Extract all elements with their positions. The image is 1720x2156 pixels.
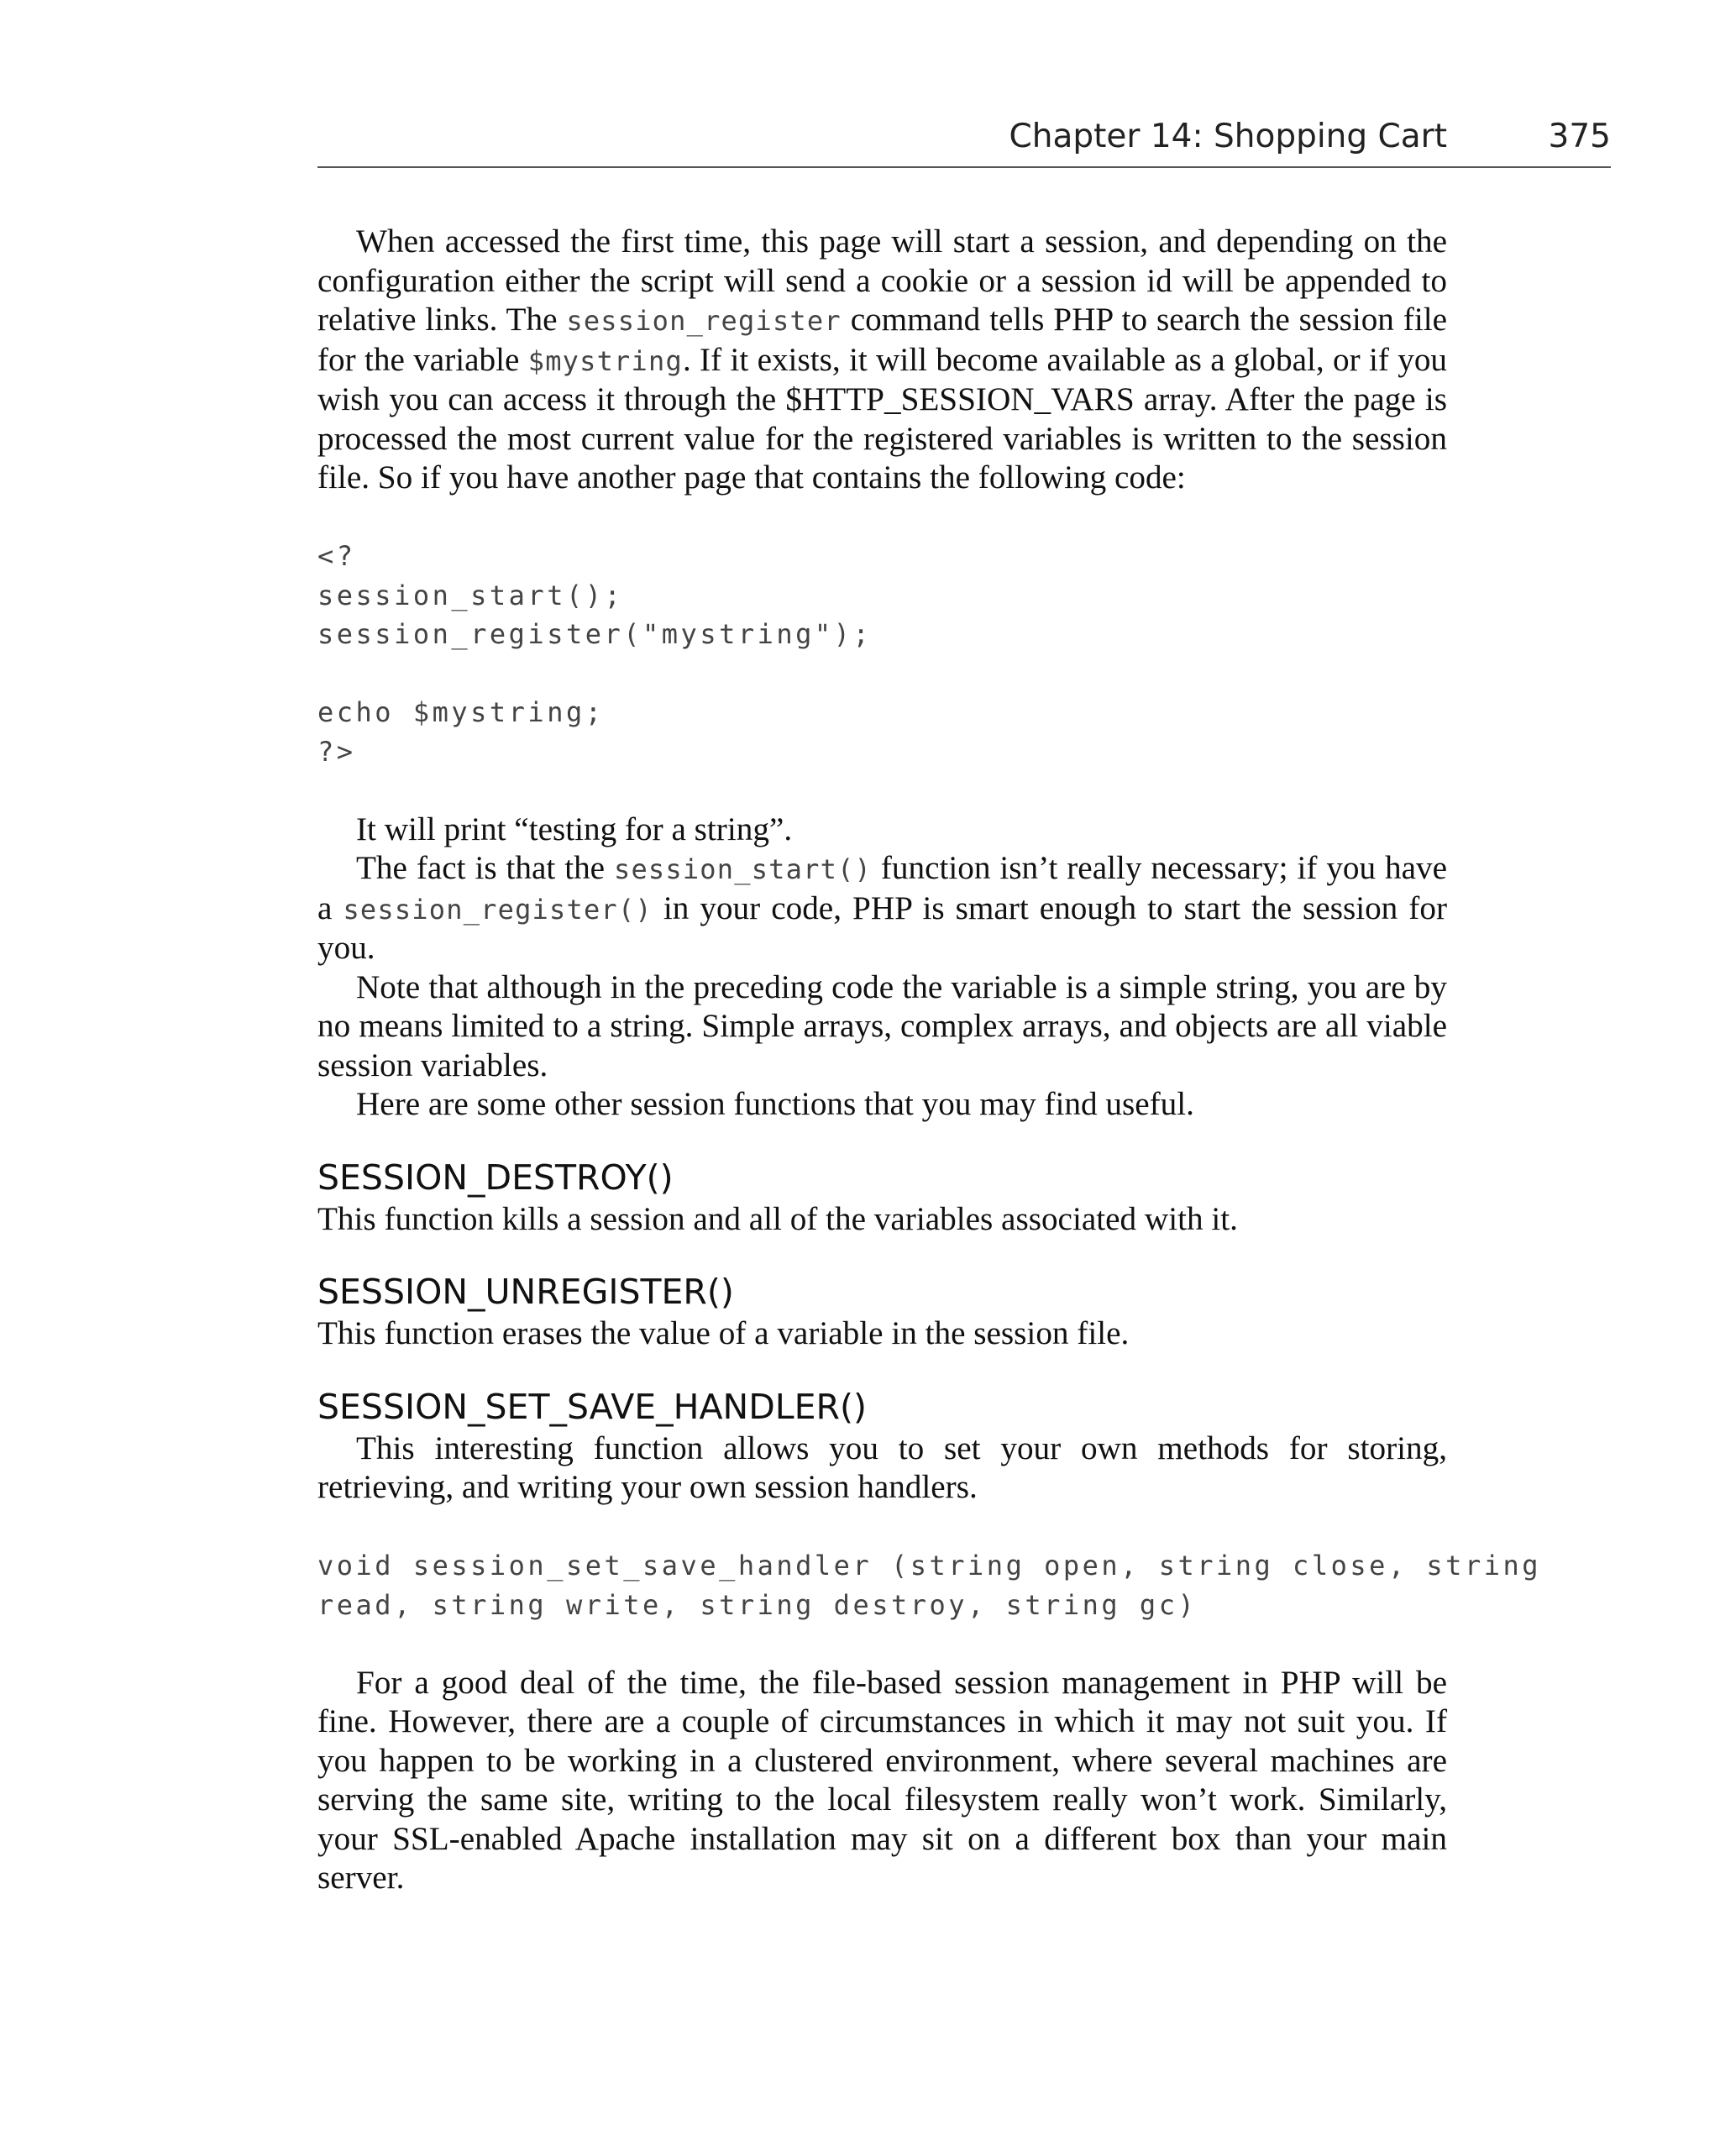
text-run: command tells PHP to search the session file for the variable	[317, 302, 1447, 378]
text-run: When accessed the first time, this page will start a session, and depending on the configuration either the script will send a cookie or a session id will be appended to relative links. The	[317, 223, 1447, 338]
paragraph-intro	[317, 223, 1447, 498]
heading-session-set-save-handler: SESSION_SET_SAVE_HANDLER()	[317, 1386, 867, 1427]
paragraph-session-destroy: This function kills a session and all of the variables associated with it.	[317, 1200, 1238, 1237]
paragraph-other-functions: Here are some other session functions that you may find useful.	[356, 1086, 1194, 1122]
paragraph-file-based-sessions: For a good deal of the time, the file-based session management in PHP will be fine. However, there are a couple of circumstances in which it may not suit you. If you happen to be working in a clustered environment, where several machines are serving the same site, writing to the local filesystem really won’t work. Similarly, your SSL-enabled Apache installation may sit on a different box than your main server.	[317, 1664, 1447, 1896]
page-body	[317, 223, 1541, 1898]
chapter-title: Chapter 14: Shopping Cart	[1009, 118, 1447, 155]
paragraph-output: It will print “testing for a string”.	[356, 810, 793, 847]
inline-code: $mystring	[527, 344, 683, 377]
running-header	[317, 118, 1611, 168]
paragraph-session-unregister: This function erases the value of a variable in the session file.	[317, 1315, 1130, 1351]
paragraph-session-set-save-handler: This interesting function allows you to set your own methods for storing, retrieving, and writing your own session handlers.	[317, 1429, 1447, 1505]
text-run: in your code, PHP is smart enough to start the session for you.	[317, 889, 1447, 966]
code-block-session-example: <? session_start(); session_register("mystring"); echo $mystring; ?>	[317, 540, 873, 768]
text-run: The fact is that the	[356, 850, 614, 886]
inline-code: session_start()	[613, 853, 872, 885]
heading-session-destroy: SESSION_DESTROY()	[317, 1157, 674, 1198]
inline-code: session_register()	[343, 893, 653, 926]
code-block-function-signature: void session_set_save_handler (string open, string close, string read, string write, string destroy, string gc)	[317, 1550, 1541, 1621]
heading-session-unregister: SESSION_UNREGISTER()	[317, 1272, 734, 1312]
inline-code: session_register	[566, 305, 842, 337]
paragraph-session-start	[317, 849, 1447, 968]
page-number: 375	[1548, 118, 1611, 155]
paragraph-variable-types: Note that although in the preceding code the variable is a simple string, you are by no means limited to a string. Simple arrays, complex arrays, and objects are all viable session variables.	[317, 968, 1447, 1083]
text-run: function isn’t really necessary; if you have a	[317, 850, 1447, 926]
text-run: . If it exists, it will become available as a global, or if you wish you can access it through the $HTTP_SESSION_VARS array. After the page is processed the most current value for the registered variables is written to the session file. So if you have another page that contains the following code:	[317, 341, 1447, 496]
